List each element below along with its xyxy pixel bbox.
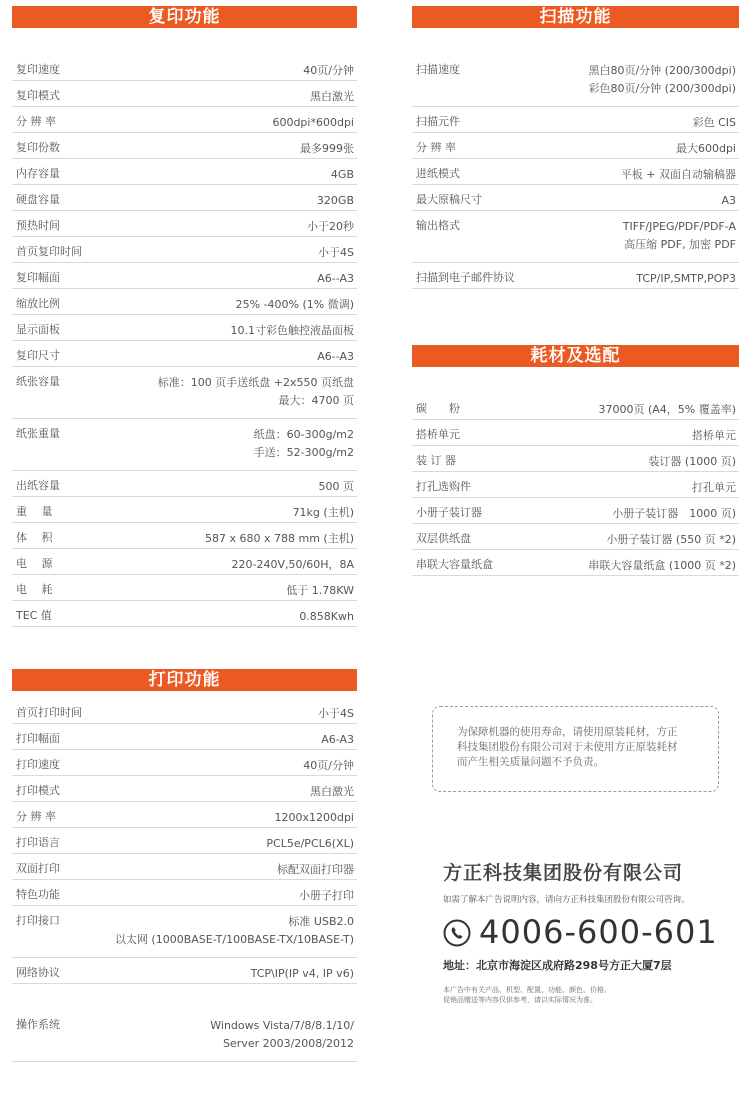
spec-value-line: PCL5e/PCL6(XL) (266, 837, 354, 850)
copy-spec-row (12, 244, 357, 263)
spec-value-line: 25% -400% (1% 微调) (235, 298, 354, 311)
scan-spec-row (412, 140, 739, 159)
spec-value (319, 478, 355, 496)
spec-value-line: 以太网 (1000BASE-T/100BASE-TX/10BASE-T) (114, 933, 354, 946)
spec-label: 操作系统 (16, 1018, 60, 1031)
spec-label: 双面打印 (16, 862, 60, 875)
spec-value (692, 427, 736, 445)
spec-value-line: 黑白激光 (310, 90, 354, 103)
consumables-spec-row (412, 401, 739, 420)
spec-value-line: TCP\IP(IP v4, IP v6) (250, 967, 354, 980)
print-spec-row (12, 861, 357, 880)
spec-label: 扫描速度 (416, 63, 460, 76)
spec-label: 复印幅面 (16, 271, 60, 284)
company-address: 地址：北京市海淀区成府路298号方正大厦7层 (443, 959, 672, 972)
copy-spec-row (12, 114, 357, 133)
spec-value-line: 标配双面打印器 (277, 863, 354, 876)
spec-value-line: 小于20秒 (307, 220, 354, 233)
spec-value (299, 887, 354, 905)
spec-value-line: 587 x 680 x 788 mm (主机) (205, 532, 354, 545)
spec-label: 扫描到电子邮件协议 (416, 271, 515, 284)
fine-print-line: 本广告中有关产品、机型、配置、功能、颜色、价格、 (443, 986, 611, 994)
copy-spec-row (12, 62, 357, 81)
consumables-spec-row (412, 557, 739, 576)
spec-label: 特色功能 (16, 888, 60, 901)
spec-value (606, 531, 736, 549)
spec-label: 分 辨 率 (416, 141, 456, 154)
spec-value-line: 40页/分钟 (303, 759, 354, 772)
scan-spec-row (412, 270, 739, 289)
spec-label: 复印速度 (16, 63, 60, 76)
spec-value (272, 114, 354, 132)
print-spec-row (12, 705, 357, 724)
spec-value-line: 最大：4700 页 (278, 394, 354, 407)
spec-value-line: 搭桥单元 (692, 429, 736, 442)
spec-value-line: 37000页 (A4，5% 覆盖率) (598, 403, 736, 416)
spec-value-line: 小于4S (318, 707, 354, 720)
spec-label: 电 耗 (16, 583, 53, 596)
consumables-spec-row (412, 505, 739, 524)
spec-label: 串联大容量纸盒 (416, 558, 493, 571)
spec-label: 首页复印时间 (16, 245, 82, 258)
spec-label: 打印幅面 (16, 732, 60, 745)
spec-value-line: TIFF/JPEG/PDF/PDF-A (622, 220, 736, 233)
copy-spec-row (12, 192, 357, 211)
fine-print (443, 985, 743, 1005)
consumables-spec-row (412, 453, 739, 472)
spec-label: 输出格式 (416, 219, 460, 232)
spec-label: 缩放比例 (16, 297, 60, 310)
spec-value (693, 114, 736, 132)
spec-value (692, 479, 736, 497)
spec-value (232, 556, 354, 574)
copy-spec-row (12, 166, 357, 185)
print-spec-row (12, 913, 357, 958)
copy-spec-row (12, 296, 357, 315)
copy-spec-row (12, 270, 357, 289)
copy-spec-row (12, 140, 357, 159)
phone-icon (443, 919, 471, 947)
spec-value (274, 809, 354, 827)
spec-label: 进纸模式 (416, 167, 460, 180)
spec-value (636, 270, 736, 288)
spec-value-line: A6--A3 (317, 272, 354, 285)
scan-spec-row (412, 218, 739, 263)
print-spec-row (12, 887, 357, 906)
spec-label: 显示面板 (16, 323, 60, 336)
spec-value (598, 401, 736, 419)
genuine-consumables-notice (432, 706, 719, 792)
spec-value-line: 4GB (330, 168, 354, 181)
spec-value-line: 71kg (主机) (292, 506, 354, 519)
spec-value (277, 861, 354, 879)
spec-value (299, 608, 354, 626)
spec-value (623, 218, 736, 254)
consumables-spec-row (412, 531, 739, 550)
consumables-section (412, 345, 739, 572)
copy-spec-row (12, 88, 357, 107)
copy-spec-row (12, 608, 357, 627)
spec-value-line: 串联大容量纸盒 (1000 页 *2) (588, 559, 736, 572)
spec-label: 复印份数 (16, 141, 60, 154)
print-spec-row (12, 1017, 357, 1062)
spec-label: 纸张重量 (16, 427, 60, 440)
spec-value (317, 270, 354, 288)
company-block (443, 858, 743, 1005)
spec-value-line: 最多999张 (300, 142, 354, 155)
spec-value (303, 757, 354, 775)
spec-value (318, 244, 354, 262)
spec-value (612, 505, 736, 523)
spec-value-line: 40页/分钟 (303, 64, 354, 77)
spec-value (676, 140, 736, 158)
spec-label: 打印模式 (16, 784, 60, 797)
spec-value (317, 192, 354, 210)
spec-label: 打印接口 (16, 914, 60, 927)
copy-spec-row (12, 530, 357, 549)
spec-value (721, 192, 736, 210)
spec-label: 小册子装订器 (416, 506, 482, 519)
consumables-spec-row (412, 427, 739, 446)
scan-header: 扫描功能 (412, 6, 739, 28)
spec-label: 重 量 (16, 505, 53, 518)
spec-value-line: 320GB (316, 194, 354, 207)
spec-value (115, 913, 354, 949)
print-spec-row (12, 731, 357, 750)
spec-label: 内存容量 (16, 167, 60, 180)
copy-spec-row (12, 426, 357, 471)
hotline (443, 915, 743, 951)
spec-value (303, 62, 354, 80)
spec-label: 体 积 (16, 531, 53, 544)
spec-label: 打孔选购件 (416, 480, 471, 493)
copy-spec-row (12, 504, 357, 523)
spec-value-line: 彩色 CIS (692, 116, 736, 129)
print-spec-row (12, 757, 357, 776)
spec-value-line: 小册子装订器 1000 页) (612, 507, 736, 520)
spec-label: 打印语言 (16, 836, 60, 849)
spec-value-line: 手送：52-300g/m2 (253, 446, 354, 459)
spec-label: 打印速度 (16, 758, 60, 771)
spec-value (158, 374, 354, 410)
copy-spec-row (12, 348, 357, 367)
spec-value-line: A3 (721, 194, 736, 207)
print-section (12, 669, 357, 1050)
spec-value-line: 标准 USB2.0 (288, 915, 354, 928)
copy-spec-row (12, 478, 357, 497)
spec-label: 装 订 器 (416, 454, 456, 467)
spec-value-line: 小于4S (318, 246, 354, 259)
spec-value (310, 88, 354, 106)
spec-value (588, 62, 736, 98)
spec-value (307, 218, 354, 236)
spec-label: 复印尺寸 (16, 349, 60, 362)
spec-label: 网络协议 (16, 966, 60, 979)
print-spec-row (12, 835, 357, 854)
spec-value (317, 348, 354, 366)
spec-value (318, 705, 354, 723)
scan-spec-row (412, 166, 739, 185)
print-spec-row (12, 965, 357, 984)
spec-value-line: 高压缩 PDF, 加密 PDF (624, 238, 736, 251)
spec-value (331, 166, 354, 184)
spec-value-line: 600dpi*600dpi (272, 116, 354, 129)
spec-label: 扫描元件 (416, 115, 460, 128)
scan-spec-row (412, 62, 739, 107)
spec-value (588, 557, 736, 575)
spec-value-line: 标准：100 页手送纸盘 +2x550 页纸盘 (157, 376, 354, 389)
company-name: 方正科技集团股份有限公司 (443, 862, 684, 884)
spec-value (254, 426, 354, 462)
spec-label: 双层供纸盘 (416, 532, 471, 545)
spec-value-line: TCP/IP,SMTP,POP3 (636, 272, 736, 285)
spec-value-line: 黑白80页/分钟 (200/300dpi) (588, 64, 736, 77)
spec-value-line: A6-A3 (321, 733, 354, 746)
scan-section (412, 6, 739, 285)
print-spec-row (12, 783, 357, 802)
spec-value-line: 彩色80页/分钟 (200/300dpi) (588, 82, 736, 95)
spec-label: 搭桥单元 (416, 428, 460, 441)
spec-value (648, 453, 736, 471)
spec-value (231, 322, 355, 340)
spec-label: TEC 值 (16, 609, 52, 622)
spec-label: 分 辨 率 (16, 810, 56, 823)
print-spec-row (12, 809, 357, 828)
spec-value (293, 504, 354, 522)
copy-spec-row (12, 556, 357, 575)
spec-value (266, 835, 354, 853)
print-header: 打印功能 (12, 669, 357, 691)
copy-spec-row (12, 374, 357, 419)
spec-label: 纸张容量 (16, 375, 60, 388)
phone-number: 4006-600-601 (479, 913, 718, 951)
spec-value-line: 10.1寸彩色触控液晶面板 (230, 324, 354, 337)
spec-value (251, 965, 354, 983)
company-subtitle: 如需了解本广告说明内容，请向方正科技集团股份有限公司咨询。 (443, 895, 690, 905)
spec-value-line: 1200x1200dpi (274, 811, 354, 824)
spec-value (621, 166, 736, 184)
spec-value-line: A6--A3 (317, 350, 354, 363)
copy-spec-row (12, 322, 357, 341)
notice-line: 为保障机器的使用寿命，请使用原装耗材，方正 (457, 726, 678, 738)
spec-value-line: 最大600dpi (675, 142, 736, 155)
scan-spec-row (412, 192, 739, 211)
spec-value (310, 783, 354, 801)
copy-spec-row (12, 582, 357, 601)
spec-value (286, 582, 354, 600)
spec-value-line: 小册子打印 (299, 889, 354, 902)
consumables-header: 耗材及选配 (412, 345, 739, 367)
copy-spec-row (12, 218, 357, 237)
spec-value (321, 731, 354, 749)
spec-value-line: 黑白激光 (310, 785, 354, 798)
spec-value-line: 低于 1.78KW (286, 584, 354, 597)
notice-line: 科技集团股份有限公司对于未使用方正原装耗材 (457, 741, 678, 753)
consumables-spec-row (412, 479, 739, 498)
spec-value-line: 打孔单元 (692, 481, 736, 494)
fine-print-line: 促销品赠送等内容仅供参考，请以实际情况为准。 (443, 996, 597, 1004)
scan-spec-row (412, 114, 739, 133)
spec-label: 分 辨 率 (16, 115, 56, 128)
spec-value-line: 220-240V,50/60H，8A (231, 558, 354, 571)
spec-value-line: Server 2003/2008/2012 (223, 1037, 354, 1050)
spec-value-line: 平板 + 双面自动输稿器 (620, 168, 736, 181)
spec-value (210, 1017, 354, 1053)
notice-line: 而产生相关质量问题不予负责。 (457, 756, 604, 768)
spec-label: 首页打印时间 (16, 706, 82, 719)
spec-value (205, 530, 354, 548)
spec-label: 碳 粉 (416, 402, 460, 415)
spec-label: 预热时间 (16, 219, 60, 232)
spec-value-line: 小册子装订器 (550 页 *2) (606, 533, 736, 546)
spec-label: 最大原稿尺寸 (416, 193, 482, 206)
spec-label: 硬盘容量 (16, 193, 60, 206)
copy-section (12, 6, 357, 623)
spec-label: 复印模式 (16, 89, 60, 102)
spec-label: 电 源 (16, 557, 53, 570)
spec-value-line: 500 页 (318, 480, 354, 493)
spec-value-line: 纸盘：60-300g/m2 (253, 428, 354, 441)
spec-value-line: 装订器 (1000 页) (648, 455, 736, 468)
spec-value-line: Windows Vista/7/8/8.1/10/ (210, 1019, 354, 1032)
spec-value-line: 0.858Kwh (299, 610, 354, 623)
copy-header: 复印功能 (12, 6, 357, 28)
spec-value (300, 140, 354, 158)
spec-value (236, 296, 354, 314)
spec-label: 出纸容量 (16, 479, 60, 492)
